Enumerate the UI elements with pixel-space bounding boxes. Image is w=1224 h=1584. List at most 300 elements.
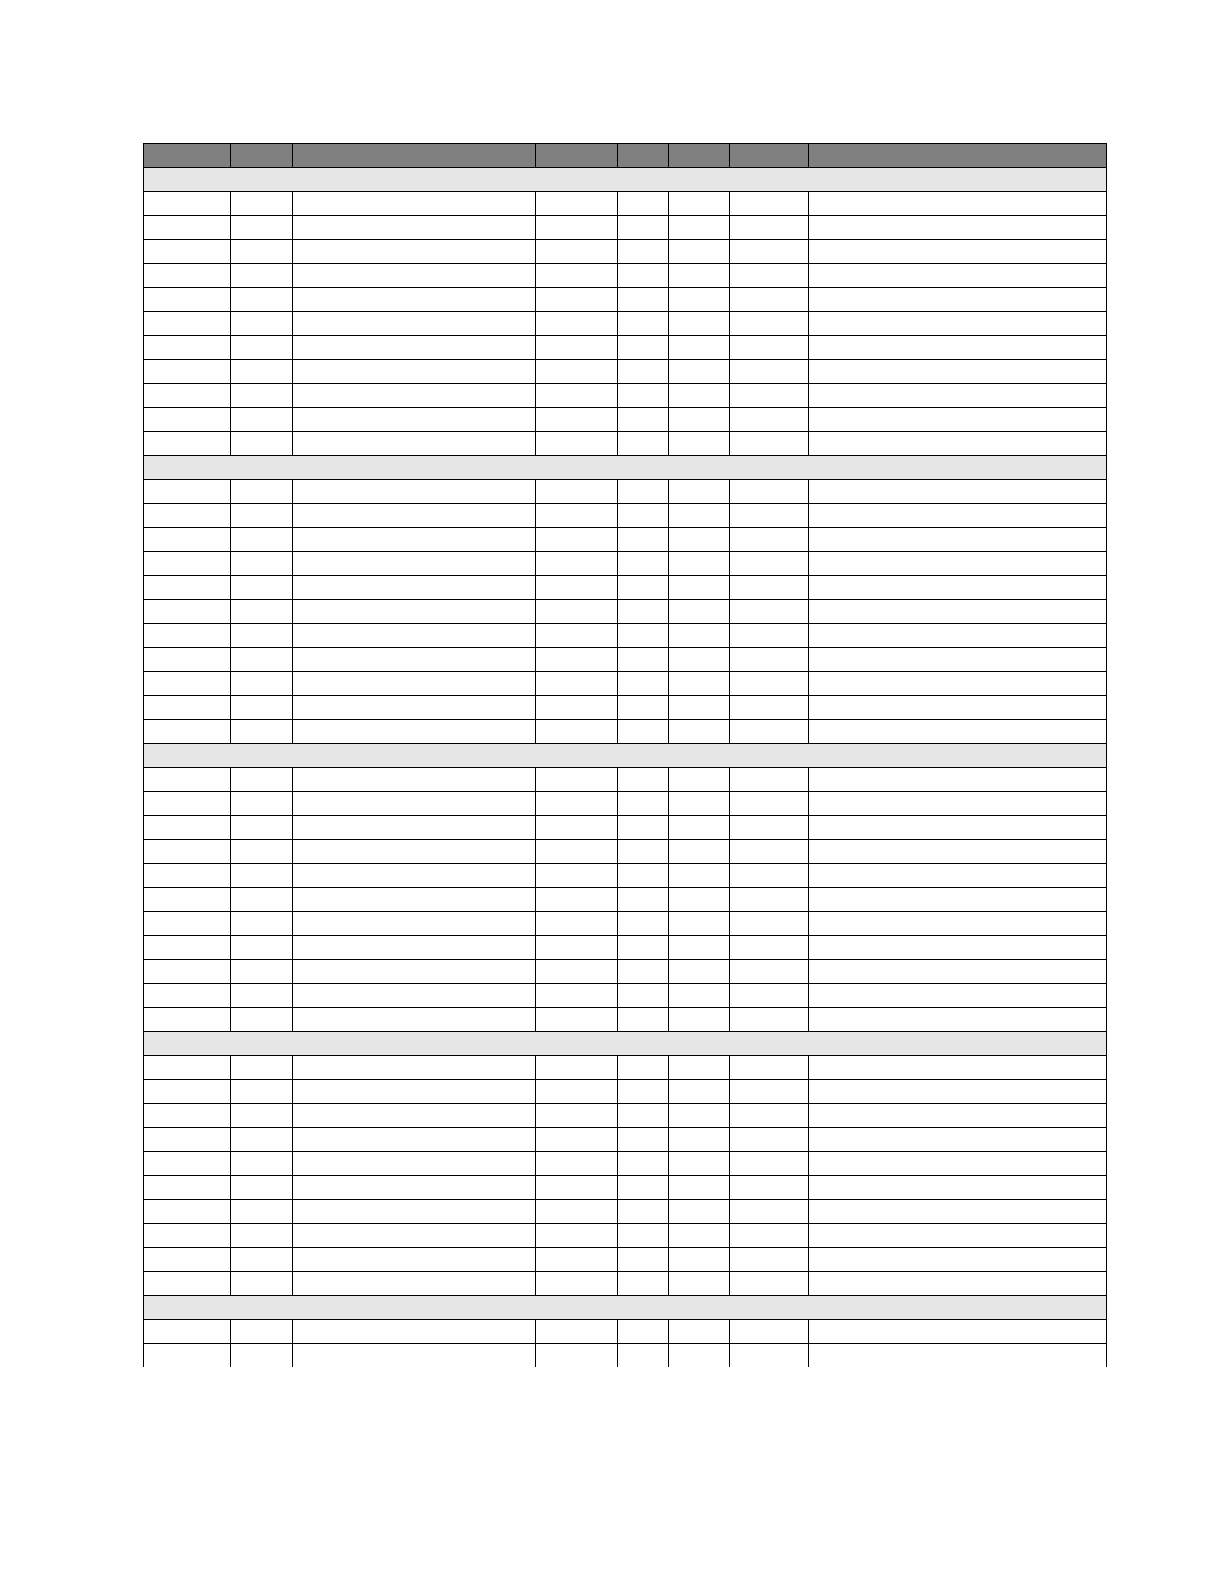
table-cell bbox=[618, 576, 669, 600]
column-header bbox=[144, 144, 231, 168]
table-cell bbox=[730, 1104, 809, 1128]
table-cell bbox=[618, 792, 669, 816]
table-row bbox=[144, 312, 1107, 336]
table-cell bbox=[144, 912, 231, 936]
table-cell bbox=[618, 216, 669, 240]
table-row bbox=[144, 864, 1107, 888]
table-cell bbox=[730, 912, 809, 936]
table-cell bbox=[669, 648, 730, 672]
table-cell bbox=[618, 624, 669, 648]
table-cell bbox=[809, 960, 1107, 984]
table-cell bbox=[144, 888, 231, 912]
table-cell bbox=[730, 1176, 809, 1200]
table-cell bbox=[730, 720, 809, 744]
table-cell bbox=[669, 600, 730, 624]
table-cell bbox=[231, 960, 293, 984]
column-header bbox=[293, 144, 536, 168]
table-cell bbox=[669, 1224, 730, 1248]
table-cell bbox=[809, 576, 1107, 600]
table-cell bbox=[293, 864, 536, 888]
table-cell bbox=[293, 912, 536, 936]
table-cell bbox=[669, 216, 730, 240]
table-cell bbox=[231, 816, 293, 840]
table-cell bbox=[618, 672, 669, 696]
table-cell bbox=[730, 816, 809, 840]
table-cell bbox=[231, 768, 293, 792]
table-cell bbox=[618, 1272, 669, 1296]
table-cell bbox=[730, 696, 809, 720]
table-cell bbox=[536, 1320, 618, 1344]
table-cell bbox=[293, 552, 536, 576]
table-cell bbox=[618, 552, 669, 576]
table-row bbox=[144, 720, 1107, 744]
table-cell bbox=[231, 864, 293, 888]
table-row bbox=[144, 600, 1107, 624]
table-cell bbox=[293, 384, 536, 408]
table-cell bbox=[669, 1056, 730, 1080]
table-cell bbox=[231, 720, 293, 744]
table-cell bbox=[536, 1224, 618, 1248]
table-cell bbox=[231, 1224, 293, 1248]
table-cell bbox=[536, 672, 618, 696]
table-cell bbox=[618, 960, 669, 984]
table-row bbox=[144, 696, 1107, 720]
table-cell bbox=[809, 888, 1107, 912]
header-row bbox=[144, 144, 1107, 168]
table-cell bbox=[618, 408, 669, 432]
table-cell bbox=[536, 576, 618, 600]
table-cell bbox=[809, 192, 1107, 216]
table-cell bbox=[293, 624, 536, 648]
table-cell bbox=[618, 288, 669, 312]
section-row bbox=[144, 1296, 1107, 1320]
table-cell bbox=[730, 1248, 809, 1272]
table-cell bbox=[730, 576, 809, 600]
table-cell bbox=[144, 984, 231, 1008]
table-cell bbox=[618, 480, 669, 504]
table-cell bbox=[809, 264, 1107, 288]
table-cell bbox=[231, 264, 293, 288]
table-cell bbox=[618, 1104, 669, 1128]
table-cell bbox=[144, 192, 231, 216]
table-cell bbox=[293, 1056, 536, 1080]
table-cell bbox=[536, 960, 618, 984]
table-cell bbox=[231, 984, 293, 1008]
table-cell bbox=[809, 528, 1107, 552]
table-cell bbox=[730, 768, 809, 792]
table-cell bbox=[669, 864, 730, 888]
table-cell bbox=[536, 792, 618, 816]
table-cell bbox=[536, 912, 618, 936]
table-cell bbox=[618, 1248, 669, 1272]
table-row bbox=[144, 576, 1107, 600]
table-cell bbox=[144, 1152, 231, 1176]
table-cell bbox=[809, 288, 1107, 312]
table-cell bbox=[669, 576, 730, 600]
table-cell bbox=[144, 528, 231, 552]
table-cell bbox=[730, 384, 809, 408]
table-cell bbox=[669, 1200, 730, 1224]
table-cell bbox=[231, 528, 293, 552]
table-cell bbox=[231, 912, 293, 936]
table-cell bbox=[293, 1200, 536, 1224]
table-cell bbox=[809, 648, 1107, 672]
table-cell bbox=[293, 528, 536, 552]
table-cell bbox=[730, 432, 809, 456]
table-row bbox=[144, 984, 1107, 1008]
table-cell bbox=[618, 888, 669, 912]
table-cell bbox=[618, 1152, 669, 1176]
table-cell bbox=[809, 1008, 1107, 1032]
table-cell bbox=[293, 192, 536, 216]
table-row bbox=[144, 552, 1107, 576]
table-cell bbox=[231, 432, 293, 456]
table-cell bbox=[809, 360, 1107, 384]
table-row bbox=[144, 1008, 1107, 1032]
table-cell bbox=[144, 264, 231, 288]
table-cell bbox=[618, 912, 669, 936]
table-cell bbox=[144, 552, 231, 576]
table-cell bbox=[669, 1128, 730, 1152]
table-cell bbox=[618, 240, 669, 264]
table-cell bbox=[809, 480, 1107, 504]
table-cell bbox=[536, 1104, 618, 1128]
table-row bbox=[144, 192, 1107, 216]
table-cell bbox=[144, 1224, 231, 1248]
table-cell bbox=[293, 840, 536, 864]
table-cell bbox=[809, 768, 1107, 792]
table-cell bbox=[618, 1344, 669, 1368]
table-cell bbox=[536, 432, 618, 456]
table-cell bbox=[730, 1056, 809, 1080]
table-cell bbox=[730, 888, 809, 912]
section-row bbox=[144, 168, 1107, 192]
table-cell bbox=[669, 264, 730, 288]
table-row bbox=[144, 360, 1107, 384]
table-cell bbox=[144, 864, 231, 888]
table-cell bbox=[231, 624, 293, 648]
table-cell bbox=[144, 1320, 231, 1344]
table-cell bbox=[730, 960, 809, 984]
table-cell bbox=[809, 720, 1107, 744]
table-cell bbox=[536, 240, 618, 264]
section-label bbox=[144, 168, 1107, 192]
table-cell bbox=[618, 1320, 669, 1344]
table-cell bbox=[536, 888, 618, 912]
table-cell bbox=[809, 672, 1107, 696]
table-row bbox=[144, 1056, 1107, 1080]
table-cell bbox=[293, 648, 536, 672]
table-cell bbox=[669, 696, 730, 720]
table-cell bbox=[293, 408, 536, 432]
table-cell bbox=[536, 720, 618, 744]
table-cell bbox=[809, 552, 1107, 576]
table-row bbox=[144, 624, 1107, 648]
table-cell bbox=[730, 624, 809, 648]
table-cell bbox=[809, 384, 1107, 408]
data-table bbox=[143, 143, 1107, 1367]
table-row bbox=[144, 1272, 1107, 1296]
table-cell bbox=[293, 1320, 536, 1344]
table-cell bbox=[730, 600, 809, 624]
table-cell bbox=[669, 288, 730, 312]
table-cell bbox=[730, 840, 809, 864]
table-cell bbox=[809, 1128, 1107, 1152]
table-cell bbox=[144, 480, 231, 504]
table-cell bbox=[144, 312, 231, 336]
table-cell bbox=[669, 504, 730, 528]
table-cell bbox=[536, 1248, 618, 1272]
table-cell bbox=[144, 696, 231, 720]
table-cell bbox=[293, 888, 536, 912]
table-cell bbox=[669, 888, 730, 912]
table-cell bbox=[536, 480, 618, 504]
table-cell bbox=[669, 624, 730, 648]
table-row bbox=[144, 1224, 1107, 1248]
table-cell bbox=[730, 336, 809, 360]
table-cell bbox=[536, 840, 618, 864]
table-cell bbox=[618, 768, 669, 792]
table-cell bbox=[231, 1320, 293, 1344]
table-cell bbox=[536, 648, 618, 672]
table-cell bbox=[669, 408, 730, 432]
table-cell bbox=[536, 384, 618, 408]
table-cell bbox=[144, 432, 231, 456]
table-row bbox=[144, 816, 1107, 840]
table-cell bbox=[293, 1080, 536, 1104]
table-cell bbox=[231, 552, 293, 576]
table-row bbox=[144, 1248, 1107, 1272]
table-cell bbox=[536, 528, 618, 552]
table-cell bbox=[293, 1104, 536, 1128]
section-label bbox=[144, 456, 1107, 480]
table-cell bbox=[669, 720, 730, 744]
table-cell bbox=[144, 360, 231, 384]
table-cell bbox=[144, 288, 231, 312]
table-row bbox=[144, 264, 1107, 288]
table-row bbox=[144, 960, 1107, 984]
table-cell bbox=[618, 1080, 669, 1104]
table-cell bbox=[730, 1200, 809, 1224]
table-cell bbox=[293, 480, 536, 504]
table-cell bbox=[618, 432, 669, 456]
table-cell bbox=[618, 360, 669, 384]
table-cell bbox=[618, 984, 669, 1008]
table-cell bbox=[536, 624, 618, 648]
table-cell bbox=[231, 672, 293, 696]
table-row bbox=[144, 936, 1107, 960]
table-cell bbox=[730, 1008, 809, 1032]
table-cell bbox=[730, 792, 809, 816]
table-cell bbox=[231, 1056, 293, 1080]
table-row bbox=[144, 432, 1107, 456]
table-cell bbox=[730, 1344, 809, 1368]
table-cell bbox=[669, 1080, 730, 1104]
table-cell bbox=[536, 600, 618, 624]
table-cell bbox=[730, 1128, 809, 1152]
table-cell bbox=[536, 1200, 618, 1224]
table-cell bbox=[536, 192, 618, 216]
table-row bbox=[144, 912, 1107, 936]
table-cell bbox=[144, 408, 231, 432]
table-cell bbox=[293, 960, 536, 984]
table-cell bbox=[669, 528, 730, 552]
table-cell bbox=[144, 1128, 231, 1152]
table-cell bbox=[618, 312, 669, 336]
table-cell bbox=[144, 240, 231, 264]
table-cell bbox=[231, 1128, 293, 1152]
table-cell bbox=[293, 672, 536, 696]
table-cell bbox=[293, 1176, 536, 1200]
table-cell bbox=[293, 1008, 536, 1032]
table-cell bbox=[809, 600, 1107, 624]
table-row bbox=[144, 1320, 1107, 1344]
table-cell bbox=[618, 1128, 669, 1152]
table-cell bbox=[144, 336, 231, 360]
table-cell bbox=[144, 720, 231, 744]
table-cell bbox=[293, 240, 536, 264]
table-cell bbox=[144, 504, 231, 528]
table-cell bbox=[730, 672, 809, 696]
table-row bbox=[144, 768, 1107, 792]
table-cell bbox=[730, 864, 809, 888]
table-cell bbox=[730, 648, 809, 672]
table-cell bbox=[809, 1248, 1107, 1272]
table-cell bbox=[730, 408, 809, 432]
table-row bbox=[144, 480, 1107, 504]
table-cell bbox=[618, 336, 669, 360]
table-cell bbox=[809, 1224, 1107, 1248]
table-cell bbox=[809, 1104, 1107, 1128]
table-cell bbox=[144, 624, 231, 648]
table-cell bbox=[809, 336, 1107, 360]
table-row bbox=[144, 888, 1107, 912]
column-header bbox=[618, 144, 669, 168]
table-cell bbox=[536, 696, 618, 720]
table-cell bbox=[536, 864, 618, 888]
table-row bbox=[144, 792, 1107, 816]
table-cell bbox=[144, 936, 231, 960]
section-row bbox=[144, 456, 1107, 480]
table-row bbox=[144, 672, 1107, 696]
table-cell bbox=[809, 504, 1107, 528]
table-row bbox=[144, 1128, 1107, 1152]
table-cell bbox=[730, 312, 809, 336]
table-cell bbox=[669, 816, 730, 840]
table-cell bbox=[231, 1200, 293, 1224]
table-cell bbox=[231, 216, 293, 240]
table-cell bbox=[809, 312, 1107, 336]
table-cell bbox=[536, 264, 618, 288]
table-cell bbox=[231, 1344, 293, 1368]
table-cell bbox=[730, 1224, 809, 1248]
table-cell bbox=[144, 816, 231, 840]
table-cell bbox=[293, 312, 536, 336]
table-cell bbox=[809, 408, 1107, 432]
table-cell bbox=[536, 936, 618, 960]
table-row bbox=[144, 840, 1107, 864]
table-cell bbox=[730, 360, 809, 384]
table-cell bbox=[144, 672, 231, 696]
table-cell bbox=[536, 816, 618, 840]
table-cell bbox=[293, 288, 536, 312]
table-cell bbox=[730, 216, 809, 240]
table-cell bbox=[231, 1080, 293, 1104]
table-cell bbox=[144, 648, 231, 672]
table-cell bbox=[730, 264, 809, 288]
table-cell bbox=[730, 1152, 809, 1176]
table-cell bbox=[669, 1272, 730, 1296]
table-cell bbox=[144, 1344, 231, 1368]
table-cell bbox=[669, 384, 730, 408]
table-cell bbox=[231, 888, 293, 912]
table-cell bbox=[809, 1344, 1107, 1368]
table-cell bbox=[231, 936, 293, 960]
table-cell bbox=[231, 648, 293, 672]
table-cell bbox=[231, 1152, 293, 1176]
table-cell bbox=[669, 1152, 730, 1176]
table-row bbox=[144, 1104, 1107, 1128]
table-row bbox=[144, 528, 1107, 552]
section-label bbox=[144, 1296, 1107, 1320]
table-cell bbox=[669, 1008, 730, 1032]
table-cell bbox=[809, 1056, 1107, 1080]
table-cell bbox=[730, 240, 809, 264]
table-cell bbox=[231, 792, 293, 816]
table-cell bbox=[144, 1272, 231, 1296]
table-cell bbox=[144, 1056, 231, 1080]
table-cell bbox=[730, 984, 809, 1008]
table-cell bbox=[669, 552, 730, 576]
table-cell bbox=[231, 600, 293, 624]
table-cell bbox=[144, 1200, 231, 1224]
table-cell bbox=[618, 1008, 669, 1032]
table-cell bbox=[809, 432, 1107, 456]
table-cell bbox=[618, 1224, 669, 1248]
table-cell bbox=[669, 1320, 730, 1344]
section-label bbox=[144, 1032, 1107, 1056]
table-cell bbox=[536, 336, 618, 360]
table-cell bbox=[144, 1248, 231, 1272]
table-cell bbox=[730, 192, 809, 216]
table-cell bbox=[144, 792, 231, 816]
table-row bbox=[144, 1200, 1107, 1224]
table-cell bbox=[809, 1320, 1107, 1344]
table-cell bbox=[536, 1056, 618, 1080]
table-cell bbox=[669, 480, 730, 504]
table-cell bbox=[536, 504, 618, 528]
table-cell bbox=[618, 1176, 669, 1200]
table-cell bbox=[536, 552, 618, 576]
table-cell bbox=[536, 360, 618, 384]
table-cell bbox=[293, 1272, 536, 1296]
table-cell bbox=[293, 504, 536, 528]
table-cell bbox=[730, 504, 809, 528]
table-cell bbox=[293, 1128, 536, 1152]
table-cell bbox=[618, 192, 669, 216]
table-cell bbox=[730, 288, 809, 312]
table-cell bbox=[809, 936, 1107, 960]
table-cell bbox=[293, 720, 536, 744]
table-cell bbox=[809, 1176, 1107, 1200]
table-cell bbox=[809, 240, 1107, 264]
table-cell bbox=[536, 1176, 618, 1200]
table-cell bbox=[293, 936, 536, 960]
table-cell bbox=[293, 1224, 536, 1248]
table-cell bbox=[809, 216, 1107, 240]
table-cell bbox=[231, 1272, 293, 1296]
table-cell bbox=[231, 288, 293, 312]
